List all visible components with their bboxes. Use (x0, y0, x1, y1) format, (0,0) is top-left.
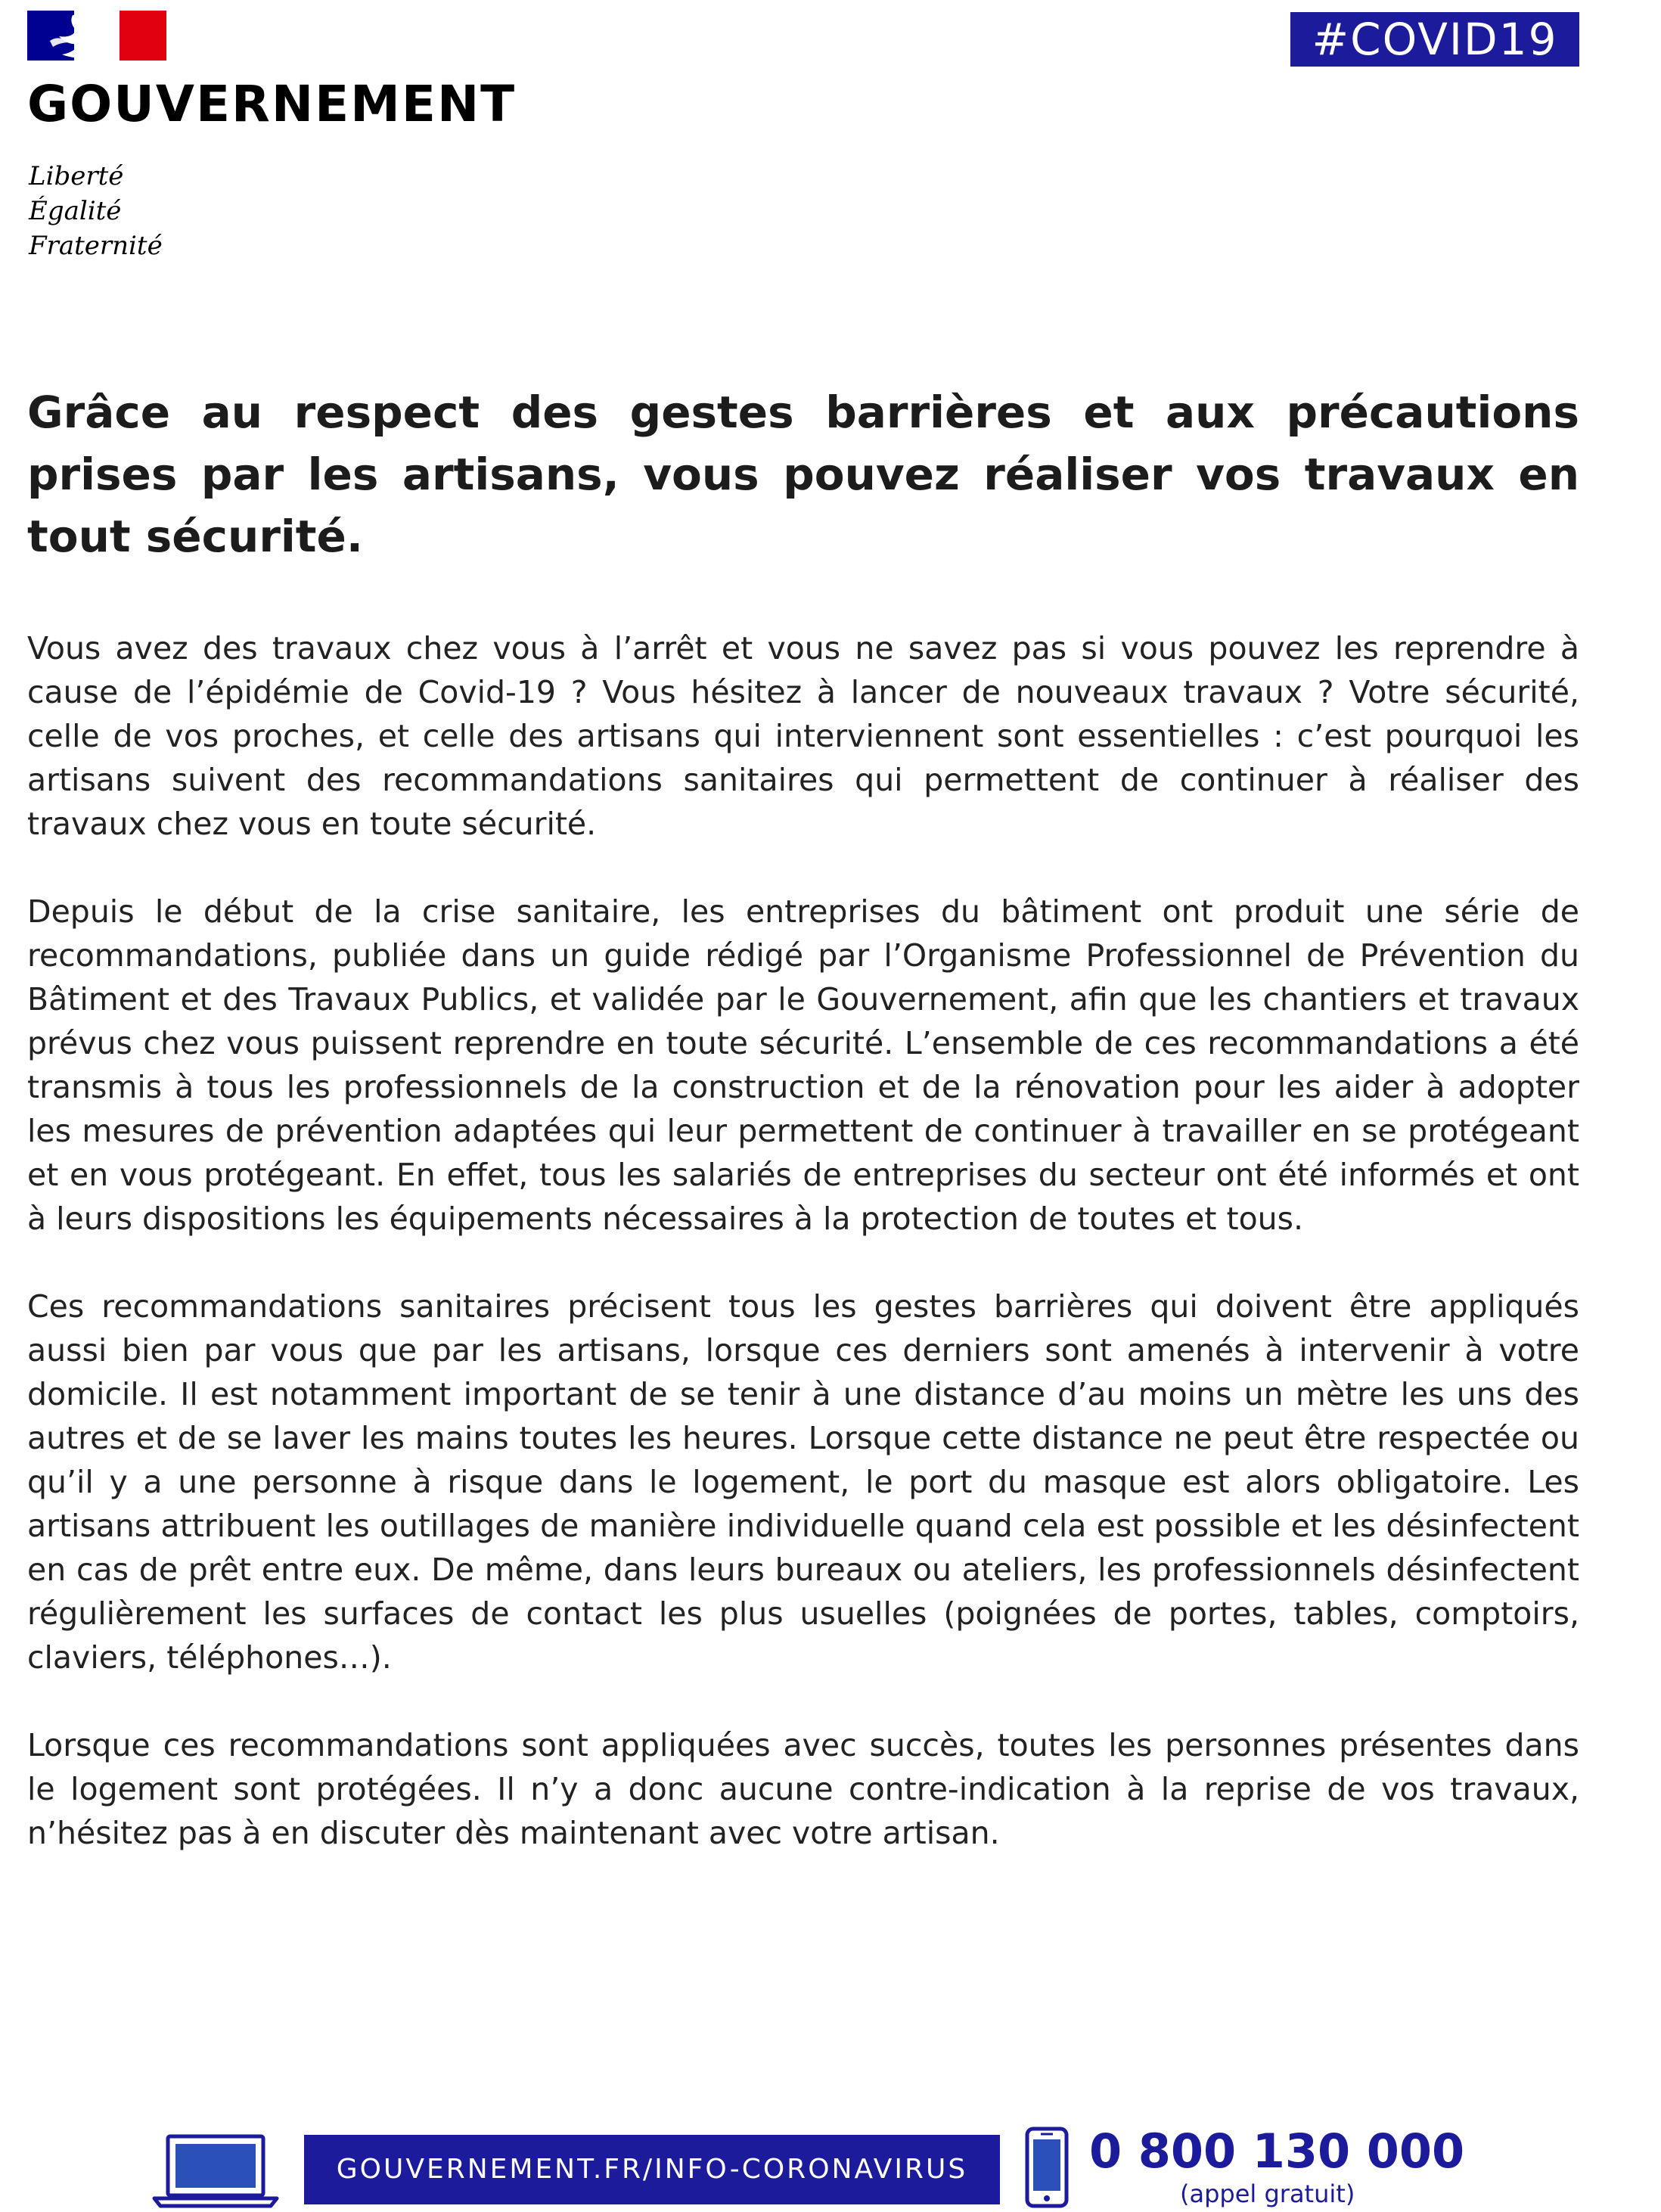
motto-fraternite: Fraternité (29, 231, 163, 261)
marianne-flag-icon (27, 11, 166, 61)
government-logo (27, 11, 542, 261)
body-text (27, 626, 1579, 1899)
page-headline: Grâce au respect des gestes barrières et aux précautions prises par les artisans, vous pouvez réaliser vos travaux en tout sécurité. (27, 387, 1579, 562)
footer (0, 2118, 1661, 2212)
motto-egalite: Égalité (29, 196, 122, 226)
motto-liberte: Liberté (29, 161, 124, 191)
free-call-note: (appel gratuit) (1180, 2179, 1355, 2208)
smartphone-icon (1024, 2126, 1070, 2209)
laptop-icon (151, 2133, 280, 2209)
paragraph-2: Depuis le début de la crise sanitaire, les entreprises du bâtiment ont produit une série de recommandations, publiée dans un guide rédigé par l’Organisme Professionnel de Prévention du Bâtiment et des Travaux Publics, et validée par le Gouvernement, afin que les chantiers et travaux prévus chez vous puissent reprendre en toute sécurité. L’ensemble de ces recommandations a été transmis à tous les professionnels de la construction et de la rénovation pour les aider à adopter les mesures de prévention adaptées qui leur permettent de continuer à travailler en se protégeant et en vous protégeant. En effet, tous les salariés de entreprises du secteur ont été informés et ont à leurs dispositions les équipements nécessaires à la protection de toutes et tous. (27, 893, 1579, 1237)
paragraph-1: Vous avez des travaux chez vous à l’arrêt et vous ne savez pas si vous pouvez les reprendre à cause de l’épidémie de Covid-19 ? Vous hésitez à lancer de nouveaux travaux ? Votre sécurité, celle de vos proches, et celle des artisans qui interviennent sont essentielles : c’est pourquoi les artisans suivent des recommandations sanitaires qui permettent de continuer à réaliser des travaux chez vous en toute sécurité. (27, 630, 1579, 842)
paragraph-3: Ces recommandations sanitaires précisent tous les gestes barrières qui doivent être appliqués aussi bien par vous que par les artisans, lorsque ces derniers sont amenés à intervenir à votre domicile. Il est notamment important de se tenir à une distance d’au moins un mètre les uns des autres et de se laver les mains toutes les heures. Lorsque cette distance ne peut être respectée ou qu’il y a une personne à risque dans le logement, le port du masque est alors obligatoire. Les artisans attribuent les outillages de manière individuelle quand cela est possible et les désinfectent en cas de prêt entre eux. De même, dans leurs bureaux ou ateliers, les professionnels désinfectent régulièrement les surfaces de contact les plus usuelles (poignées de portes, tables, comptoirs, claviers, téléphones…). (27, 1288, 1579, 1676)
hotline-phone-number[interactable]: 0 800 130 000 (1089, 2123, 1465, 2179)
government-title: GOUVERNEMENT (27, 75, 517, 133)
covid-hashtag-badge: #COVID19 (1290, 12, 1579, 67)
info-coronavirus-link[interactable]: GOUVERNEMENT.FR/INFO-CORONAVIRUS (304, 2135, 1000, 2204)
paragraph-4: Lorsque ces recommandations sont appliquées avec succès, toutes les personnes présentes dans le logement sont protégées. Il n’y a donc aucune contre-indication à la reprise de vos travaux, n’hésitez pas à en discuter dès maintenant avec votre artisan. (27, 1727, 1579, 1851)
